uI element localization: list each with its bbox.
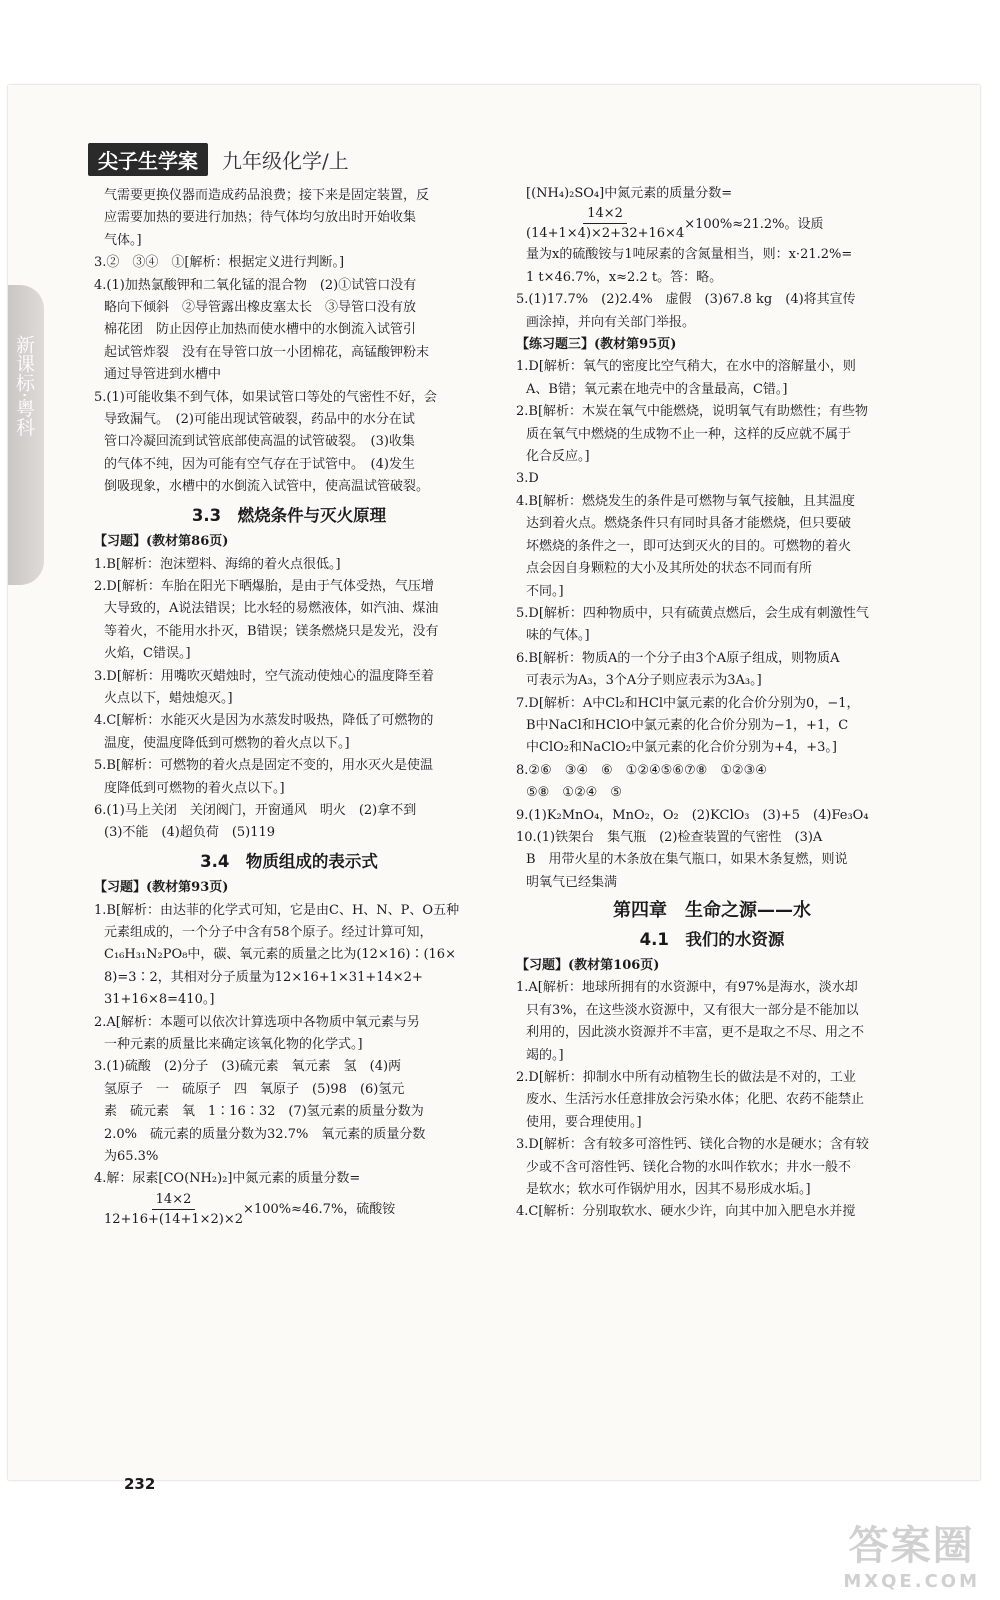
text-line: 大导致的，A说法错误；比水轻的易燃液体，如汽油、煤油 xyxy=(104,601,439,617)
text-line: 通过导管进到水槽中 xyxy=(104,367,222,383)
text-line: 可表示为A₃，3个A分子则应表示为3A₃。] xyxy=(526,673,762,689)
chapter-title: 第四章 生命之源——水 xyxy=(613,900,811,922)
text-line: 31+16×8=410。] xyxy=(104,992,215,1008)
text-line: 1.D[解析：氧气的密度比空气稍大，在水中的溶解量小，则 xyxy=(516,359,856,375)
text-line: 8)=3∶2，其相对分子质量为12×16+1×31+14×2+ xyxy=(104,969,423,985)
text-line: 2.A[解析：本题可以依次计算选项中各物质中氧元素与另 xyxy=(94,1014,420,1030)
text-line: 管口冷凝回流到试管底部使高温的试管破裂。 (3)收集 xyxy=(104,434,415,450)
text-line: 应需要加热的要进行加热；待气体均匀放出时开始收集 xyxy=(104,210,417,226)
text-line: B 用带火星的木条放在集气瓶口，如果木条复燃，则说 xyxy=(526,852,848,868)
text-line: 4.解：尿素[CO(NH₂)₂]中氮元素的质量分数= xyxy=(94,1171,361,1187)
page-number: 232 xyxy=(124,1475,156,1493)
text-line: 4.C[解析：水能灭火是因为水蒸发时吸热，降低了可燃物的 xyxy=(94,713,434,729)
fraction-numerator: 14×2 xyxy=(152,1191,196,1210)
text-line: 达到着火点。燃烧条件只有同时具备才能燃烧，但只要破 xyxy=(526,516,852,532)
left-column xyxy=(94,185,484,1230)
fraction-numerator: 14×2 xyxy=(583,205,627,224)
side-tab xyxy=(8,285,44,585)
text-line: 8.②⑥ ③④ ⑥ ①②④⑤⑥⑦⑧ ①②③④ xyxy=(516,762,767,778)
text-line: 竭的。] xyxy=(526,1047,564,1063)
text-line: 4.B[解析：燃烧发生的条件是可燃物与氧气接触，且其温度 xyxy=(516,493,856,509)
text-line: 素 硫元素 氧 1∶16∶32 (7)氢元素的质量分数为 xyxy=(104,1104,424,1120)
text-line: B中NaCl和HClO中氯元素的化合价分别为−1，+1，C xyxy=(526,717,849,733)
watermark-url: MXQE.COM xyxy=(843,1571,980,1592)
text-line: A、B错；氧元素在地壳中的含量最高，C错。] xyxy=(526,381,788,397)
text-line: 为65.3% xyxy=(104,1149,159,1165)
fraction-urea xyxy=(94,1191,484,1230)
text-line: 点会因自身颗粒的大小及其所处的状态不同而有所 xyxy=(526,561,813,577)
text-line: 5.(1)17.7% (2)2.4% 虚假 (3)67.8 kg (4)将其宣传 xyxy=(516,292,856,308)
section-title: 3.3 燃烧条件与灭火原理 xyxy=(191,505,387,525)
text-line: 等着火，不能用水扑灭，B错误；镁条燃烧只是发光，没有 xyxy=(104,623,439,639)
text-line: 化合反应。] xyxy=(526,449,590,465)
text-line: 7.D[解析：A中Cl₂和HCl中氯元素的化合价分别为0，−1， xyxy=(516,695,860,711)
text-line: 利用的，因此淡水资源并不丰富，更不是取之不尽、用之不 xyxy=(526,1025,865,1041)
fraction-tail: ×100%≈21.2%。设质 xyxy=(684,216,824,232)
text-line: 只有3%，在这些淡水资源中，又有很大一部分是不能加以 xyxy=(526,1002,859,1018)
text-line: 度降低到可燃物的着火点以下。] xyxy=(104,780,285,796)
text-line: 4.(1)加热氯酸钾和二氧化锰的混合物 (2)①试管口没有 xyxy=(94,277,417,293)
text-line: 废水、生活污水任意排放会污染水体；化肥、农药不能禁止 xyxy=(526,1092,865,1108)
text-line: 3.D[解析：用嘴吹灭蜡烛时，空气流动使烛心的温度降至着 xyxy=(94,668,434,684)
section-title: 3.4 物质组成的表示式 xyxy=(200,851,378,871)
text-line: 质在氧气中燃烧的生成物不止一种，这样的反应就不属于 xyxy=(526,426,852,442)
side-tab-label: 新课标·粤科 xyxy=(13,335,35,437)
text-line: 6.B[解析：物质A的一个分子由3个A原子组成，则物质A xyxy=(516,650,840,666)
text-line: C₁₆H₃₁N₂PO₈中，碳、氧元素的质量之比为(12×16)∶(16× xyxy=(104,947,456,963)
text-line: 5.(1)可能收集不到气体，如果试管口等处的气密性不好，会 xyxy=(94,389,437,405)
text-line: 火焰，C错误。] xyxy=(104,646,191,662)
text-line: 2.B[解析：木炭在氧气中能燃烧，说明氧气有助燃性；有些物 xyxy=(516,404,869,420)
text-line: 明氧气已经集满 xyxy=(526,874,618,890)
text-line: (3)不能 (4)超负荷 (5)119 xyxy=(104,825,276,841)
text-line: 2.0% 硫元素的质量分数为32.7% 氧元素的质量分数 xyxy=(104,1126,426,1142)
text-line: 火点以下，蜡烛熄灭。] xyxy=(104,690,233,706)
text-line: 1.B[解析：由达菲的化学式可知，它是由C、H、N、P、O五种 xyxy=(94,902,460,918)
watermark xyxy=(843,1514,980,1592)
text-line: 气需要更换仪器而造成药品浪费；接下来是固定装置，反 xyxy=(104,188,430,203)
text-line: 导致漏气。 (2)可能出现试管破裂，药品中的水分在试 xyxy=(104,412,415,428)
text-line: 氢原子 一 硫原子 四 氧原子 (5)98 (6)氢元 xyxy=(104,1081,405,1097)
text-line: 气体。] xyxy=(104,232,142,248)
fraction-denominator: (14+1×4)×2+32+16×4 xyxy=(526,226,685,242)
text-line: ⑤⑧ ①②④ ⑤ xyxy=(526,785,622,801)
text-line: 画涂掉，并向有关部门举报。 xyxy=(526,314,696,330)
fraction-denominator: 12+16+(14+1×2)×2 xyxy=(104,1211,244,1227)
text-line: 是软水；软水可作锅炉用水，因其不易形成水垢。] xyxy=(526,1182,811,1198)
fraction-ammonium-sulfate xyxy=(516,205,908,244)
text-line: [(NH₄)₂SO₄]中氮元素的质量分数= xyxy=(526,186,733,201)
exercise-label: 【习题】(教材第86页) xyxy=(94,534,229,550)
text-line: 量为x的硫酸铵与1吨尿素的含氮量相当，则：x·21.2%= xyxy=(526,247,853,263)
text-line: 不同。] xyxy=(526,583,564,599)
answer-q3: 3.② ③④ ①[解析：根据定义进行判断。] xyxy=(94,255,345,271)
text-line: 味的气体。] xyxy=(526,628,590,644)
exercise-label: 【习题】(教材第106页) xyxy=(516,958,660,973)
text-line: 少或不含可溶性钙、镁化合物的水叫作软水；井水一般不 xyxy=(526,1159,852,1175)
text-line: 1 t×46.7%，x≈2.2 t。答：略。 xyxy=(526,269,723,285)
text-line: 中ClO₂和NaClO₂中氯元素的化合价分别为+4，+3。] xyxy=(526,740,837,756)
text-line: 一种元素的质量比来确定该氧化物的化学式。] xyxy=(104,1037,363,1053)
text-line: 略向下倾斜 ②导管露出橡皮塞太长 ③导管口没有放 xyxy=(104,300,417,316)
exercise-label: 【习题】(教材第93页) xyxy=(94,880,229,896)
text-line: 3.(1)硫酸 (2)分子 (3)硫元素 氧元素 氢 (4)两 xyxy=(94,1059,402,1075)
watermark-logo: 答案圈 xyxy=(848,1523,975,1569)
text-line: 2.D[解析：抑制水中所有动植物生长的做法是不对的，工业 xyxy=(516,1070,856,1086)
text-line: 6.(1)马上关闭 关闭阀门，开窗通风 明火 (2)拿不到 xyxy=(94,802,417,818)
text-line: 2.D[解析：车胎在阳光下晒爆胎，是由于气体受热，气压增 xyxy=(94,578,434,594)
text-line: 温度，使温度降低到可燃物的着火点以下。] xyxy=(104,735,350,751)
brand-logo: 尖子生学案 xyxy=(88,143,208,176)
text-line: 3.D[解析：含有较多可溶性钙、镁化合物的水是硬水；含有较 xyxy=(516,1137,869,1153)
text-line: 起试管炸裂 没有在导管口放一小团棉花，高锰酸钾粉末 xyxy=(104,344,430,360)
text-line: 3.D xyxy=(516,471,539,487)
text-line: 9.(1)K₂MnO₄，MnO₂，O₂ (2)KClO₃ (3)+5 (4)Fe₃O₄ xyxy=(516,807,869,823)
section-title: 4.1 我们的水资源 xyxy=(639,929,785,949)
text-line: 10.(1)铁架台 集气瓶 (2)检查装置的气密性 (3)A xyxy=(516,829,823,845)
text-line: 棉花团 防止因停止加热而使水槽中的水倒流入试管引 xyxy=(104,322,417,338)
book-page xyxy=(8,85,980,1493)
text-line: 1.B[解析：泡沫塑料、海绵的着火点很低。] xyxy=(94,556,341,572)
text-line: 4.C[解析：分别取软水、硬水少许，向其中加入肥皂水并搅 xyxy=(516,1204,856,1220)
text-line: 5.B[解析：可燃物的着火点是固定不变的，用水灭火是使温 xyxy=(94,758,434,774)
text-line: 倒吸现象，水槽中的水倒流入试管中，使高温试管破裂。 xyxy=(104,479,430,495)
fraction-tail: ×100%≈46.7%，硫酸铵 xyxy=(243,1202,396,1218)
text-line: 的气体不纯，因为可能有空气存在于试管中。 (4)发生 xyxy=(104,456,415,472)
text-line: 使用，要合理使用。] xyxy=(526,1114,642,1130)
text-line: 元素组成的，一个分子中含有58个原子。经过计算可知， xyxy=(104,925,433,940)
right-column xyxy=(516,183,908,1224)
exercise-label: 【练习题三】(教材第95页) xyxy=(516,337,677,353)
header xyxy=(88,144,349,174)
text-line: 坏燃烧的条件之一，即可达到灭火的目的。可燃物的着火 xyxy=(526,538,852,554)
book-subtitle: 九年级化学/上 xyxy=(222,148,349,173)
text-line: 5.D[解析：四种物质中，只有硫黄点燃后，会生成有刺激性气 xyxy=(516,605,869,621)
text-line: 1.A[解析：地球所拥有的水资源中，有97%是海水，淡水却 xyxy=(516,980,858,996)
